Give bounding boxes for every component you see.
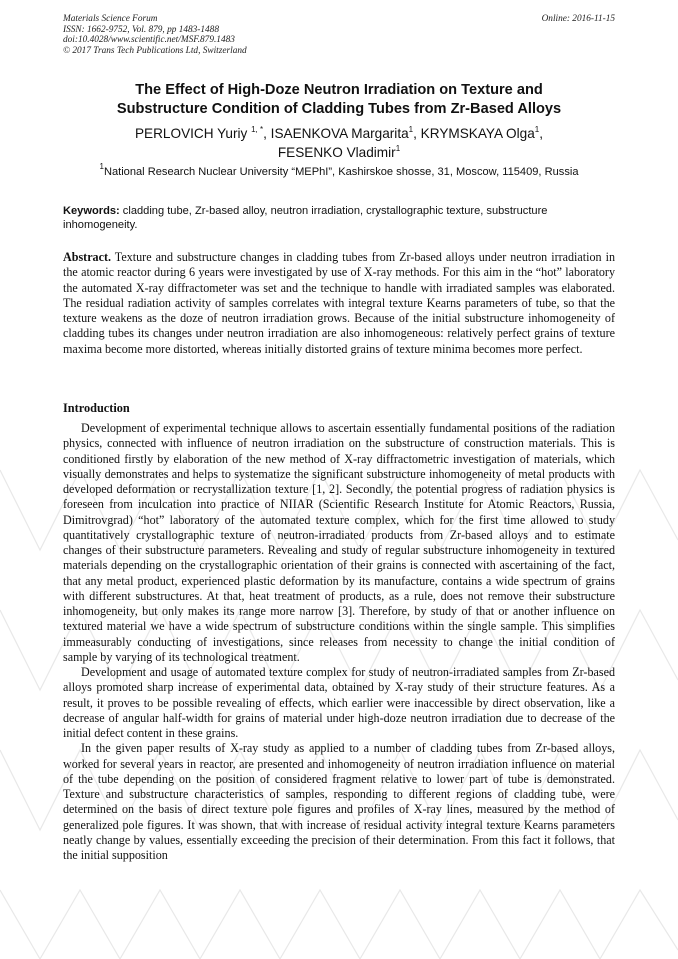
issn-line: ISSN: 1662-9752, Vol. 879, pp 1483-1488 (63, 24, 219, 35)
introduction-body (63, 421, 615, 863)
affiliation-mark: 1 (99, 162, 104, 171)
author-name: , ISAENKOVA Margarita (263, 126, 409, 141)
online-date: Online: 2016-11-15 (541, 14, 615, 24)
intro-paragraph-2: Development and usage of automated texture complex for study of neutron-irradiated samples from Zr-based alloys promoted sharp increase of experimental data, obtained by X-ray study of their structure features. As a result, it proves to be possible revealing of effects, which earlier were inaccessible by direct observation, like a decrease of angular half-width for grains of material under high-doze neutron irradiation due to decrease of the initial defect content in these grains. (63, 665, 615, 740)
author-list (63, 124, 615, 162)
author-affil-mark: 1, * (251, 125, 264, 134)
doi-line: doi:10.4028/www.scientific.net/MSF.879.1483 (63, 35, 235, 45)
keywords-text: cladding tube, Zr-based alloy, neutron irradiation, crystallographic texture, substructure inhomogeneity. (63, 205, 548, 231)
title-line-1: The Effect of High-Doze Neutron Irradiation on Texture and (135, 82, 543, 98)
author-name: , KRYMSKAYA Olga (413, 126, 535, 141)
affiliation-text: National Research Nuclear University “MEPhI”, Kashirskoe shosse, 31, Moscow, 115409, Russia (103, 166, 579, 178)
author-name: FESENKO Vladimir (277, 145, 396, 160)
keywords (63, 205, 615, 232)
intro-paragraph-3: In the given paper results of X-ray study as applied to a number of cladding tubes from Zr-based alloys, worked for several years in reactor, are presented and inhomogeneity of neutron irradiation influence on material of the tube depending on the position of considered fragment relative to lower part of tube is demonstrated. Texture and substructure characteristics of samples, responding to different regions of cladding tube, were determined on the basis of direct texture pole figures and profiles of X-ray lines, measured by the method of generalized pole figures. It was shown, that with increase of residual activity integral texture Kearns parameters neatly change by values, essentially exceeding the precision of their determination. From this fact it follows, that the initial supposition (63, 741, 615, 862)
abstract (63, 250, 615, 357)
journal-name: Materials Science Forum (63, 14, 158, 24)
abstract-label: Abstract. (63, 250, 112, 264)
affiliation (63, 162, 615, 179)
author-affil-mark: 1 (395, 144, 401, 153)
author-name: PERLOVICH Yuriy (134, 126, 248, 141)
journal-header (63, 14, 615, 56)
title-line-2: Substructure Condition of Cladding Tubes from Zr-Based Alloys (116, 100, 562, 117)
paper-title (63, 81, 615, 118)
abstract-text: Texture and substructure changes in cladding tubes from Zr-based alloys under neutron irradiation in the atomic reactor during 6 years were investigated by use of X-ray methods. For this aim in the “hot” laboratory the automated X-ray diffractometer was set and the technique to handle with irradiated samples was elaborated. The residual radiation activity of samples correlates with integral texture Kearns parameters of tube, so that the texture weakens as the doze of neutron irradiation grows. Because of the initial substructure inhomogeneity of cladding tubes its changes under neutron irradiation are also inhomogeneous: relatively perfect grains of texture maxima become more distorted, whereas initially distorted grains of texture minima becomes more perfect. (63, 250, 615, 356)
author-separator: , (539, 126, 543, 141)
author-affil-mark: 1 (534, 125, 540, 134)
intro-paragraph-1: Development of experimental technique allows to ascertain essentially fundamental positions of the radiation physics, connected with influence of neutron irradiation on the substructure of construction materials. This is conditioned firstly by elaboration of the new method of X-ray diffractometric investigation of materials, which visually demonstrates and helps to systematize the significant substructure inhomogeneity of metal products with developed deformation or recrystallization texture [1, 2]. Secondly, the potential progress of radiation physics is foreseen from inculcation into practice of NIIAR (Scientific Research Institute for Atomic Reactors, Russia, Dimitrovgrad) “hot” laboratory of the automated texture complex, which for the first time allowed to study quantitatively crystallographic texture of neutron-irradiated products from Zr-based alloys and to estimate changes of their substructure parameters. Revealing and study of regular substructure inhomogeneity in textured materials depending on the crystallographic orientation of their grains is connected with ascertaining of the fact, that any metal product, experienced plastic deformation by its manufacture, contains a wide spectrum of grains with different substructures. At that, heat treatment of products, as a rule, does not remove their substructure inhomogeneity, but only makes its range more narrow [3]. Therefore, by study of that or another influence on textured material we have a wide spectrum of substructure conditions within the single sample. This simplifies immeasurably conducting of investigations, since releases from necessity to change the initial condition of sample by varying of its technological treatment. (63, 421, 615, 664)
author-affil-mark: 1 (408, 125, 414, 134)
keywords-label: Keywords: (63, 205, 120, 217)
section-heading-introduction: Introduction (63, 401, 130, 415)
copyright-line: © 2017 Trans Tech Publications Ltd, Switzerland (63, 45, 247, 56)
